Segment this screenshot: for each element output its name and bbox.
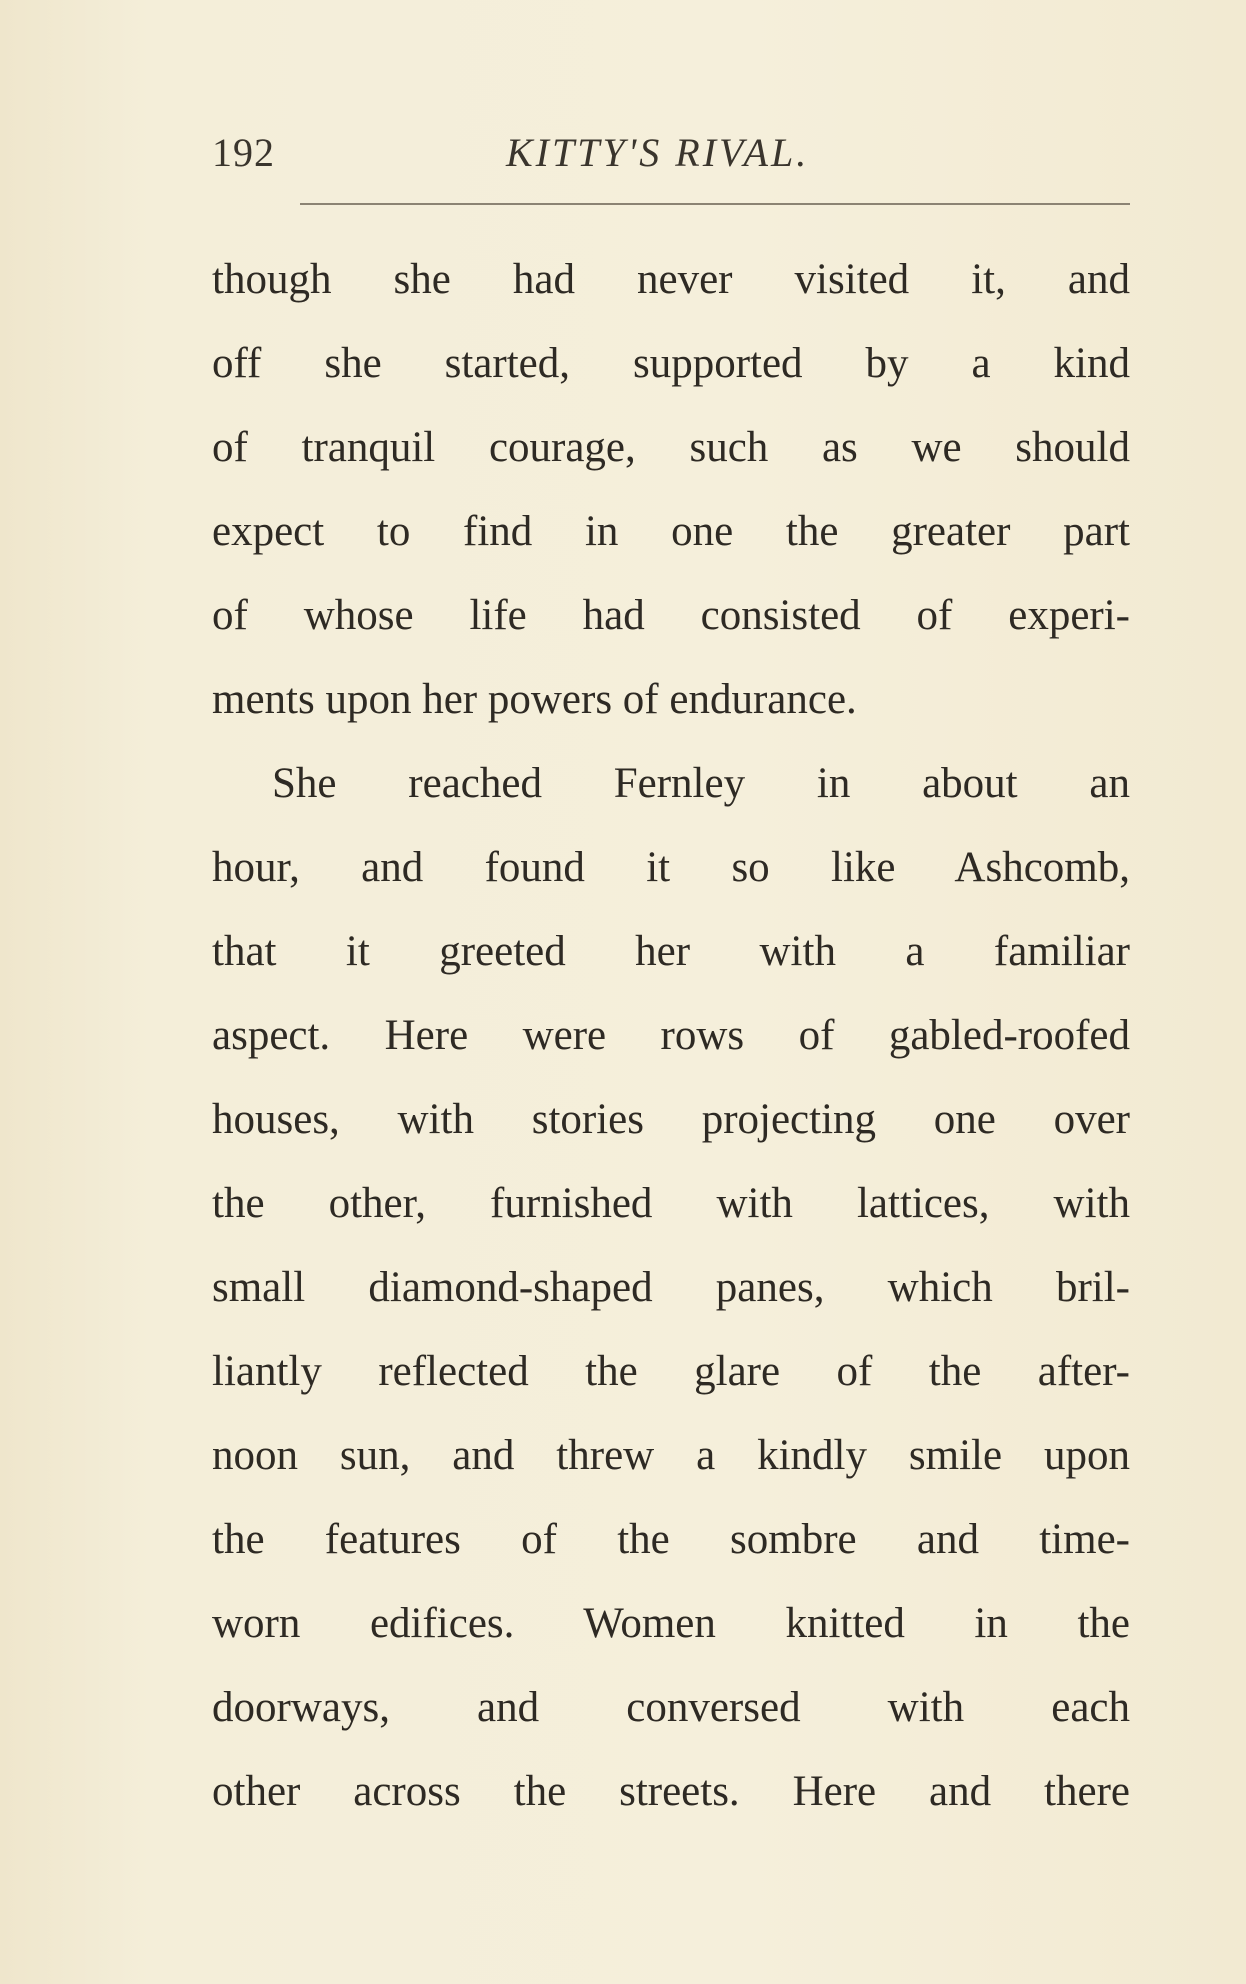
text-line: worn edifices. Women knitted in the: [212, 1600, 1130, 1647]
text-line: She reached Fernley in about an: [272, 760, 1130, 807]
text-line: other across the streets. Here and there: [212, 1768, 1130, 1815]
text-line: noon sun, and threw a kindly smile upon: [212, 1432, 1130, 1479]
text-line: ments upon her powers of endurance.: [212, 676, 857, 723]
text-line: houses, with stories projecting one over: [212, 1096, 1130, 1143]
text-line: hour, and found it so like Ashcomb,: [212, 844, 1130, 891]
text-line: of tranquil courage, such as we should: [212, 424, 1130, 471]
text-line: the features of the sombre and time-: [212, 1516, 1130, 1563]
text-line: doorways, and conversed with each: [212, 1684, 1130, 1731]
text-line: small diamond-shaped panes, which bril-: [212, 1264, 1130, 1311]
text-line: that it greeted her with a familiar: [212, 928, 1130, 975]
text-line: the other, furnished with lattices, with: [212, 1180, 1130, 1227]
page-number: 192: [212, 130, 275, 175]
text-line: off she started, supported by a kind: [212, 340, 1130, 387]
text-line: aspect. Here were rows of gabled-roofed: [212, 1012, 1130, 1059]
running-head: [212, 128, 1130, 178]
text-line: though she had never visited it, and: [212, 256, 1130, 303]
running-title: KITTY'S RIVAL.: [506, 130, 810, 175]
text-line: liantly reflected the glare of the after-: [212, 1348, 1130, 1395]
header-rule: [300, 203, 1130, 205]
body-text: [212, 238, 1130, 1834]
text-line: of whose life had consisted of experi-: [212, 592, 1130, 639]
text-line: expect to find in one the greater part: [212, 508, 1130, 555]
